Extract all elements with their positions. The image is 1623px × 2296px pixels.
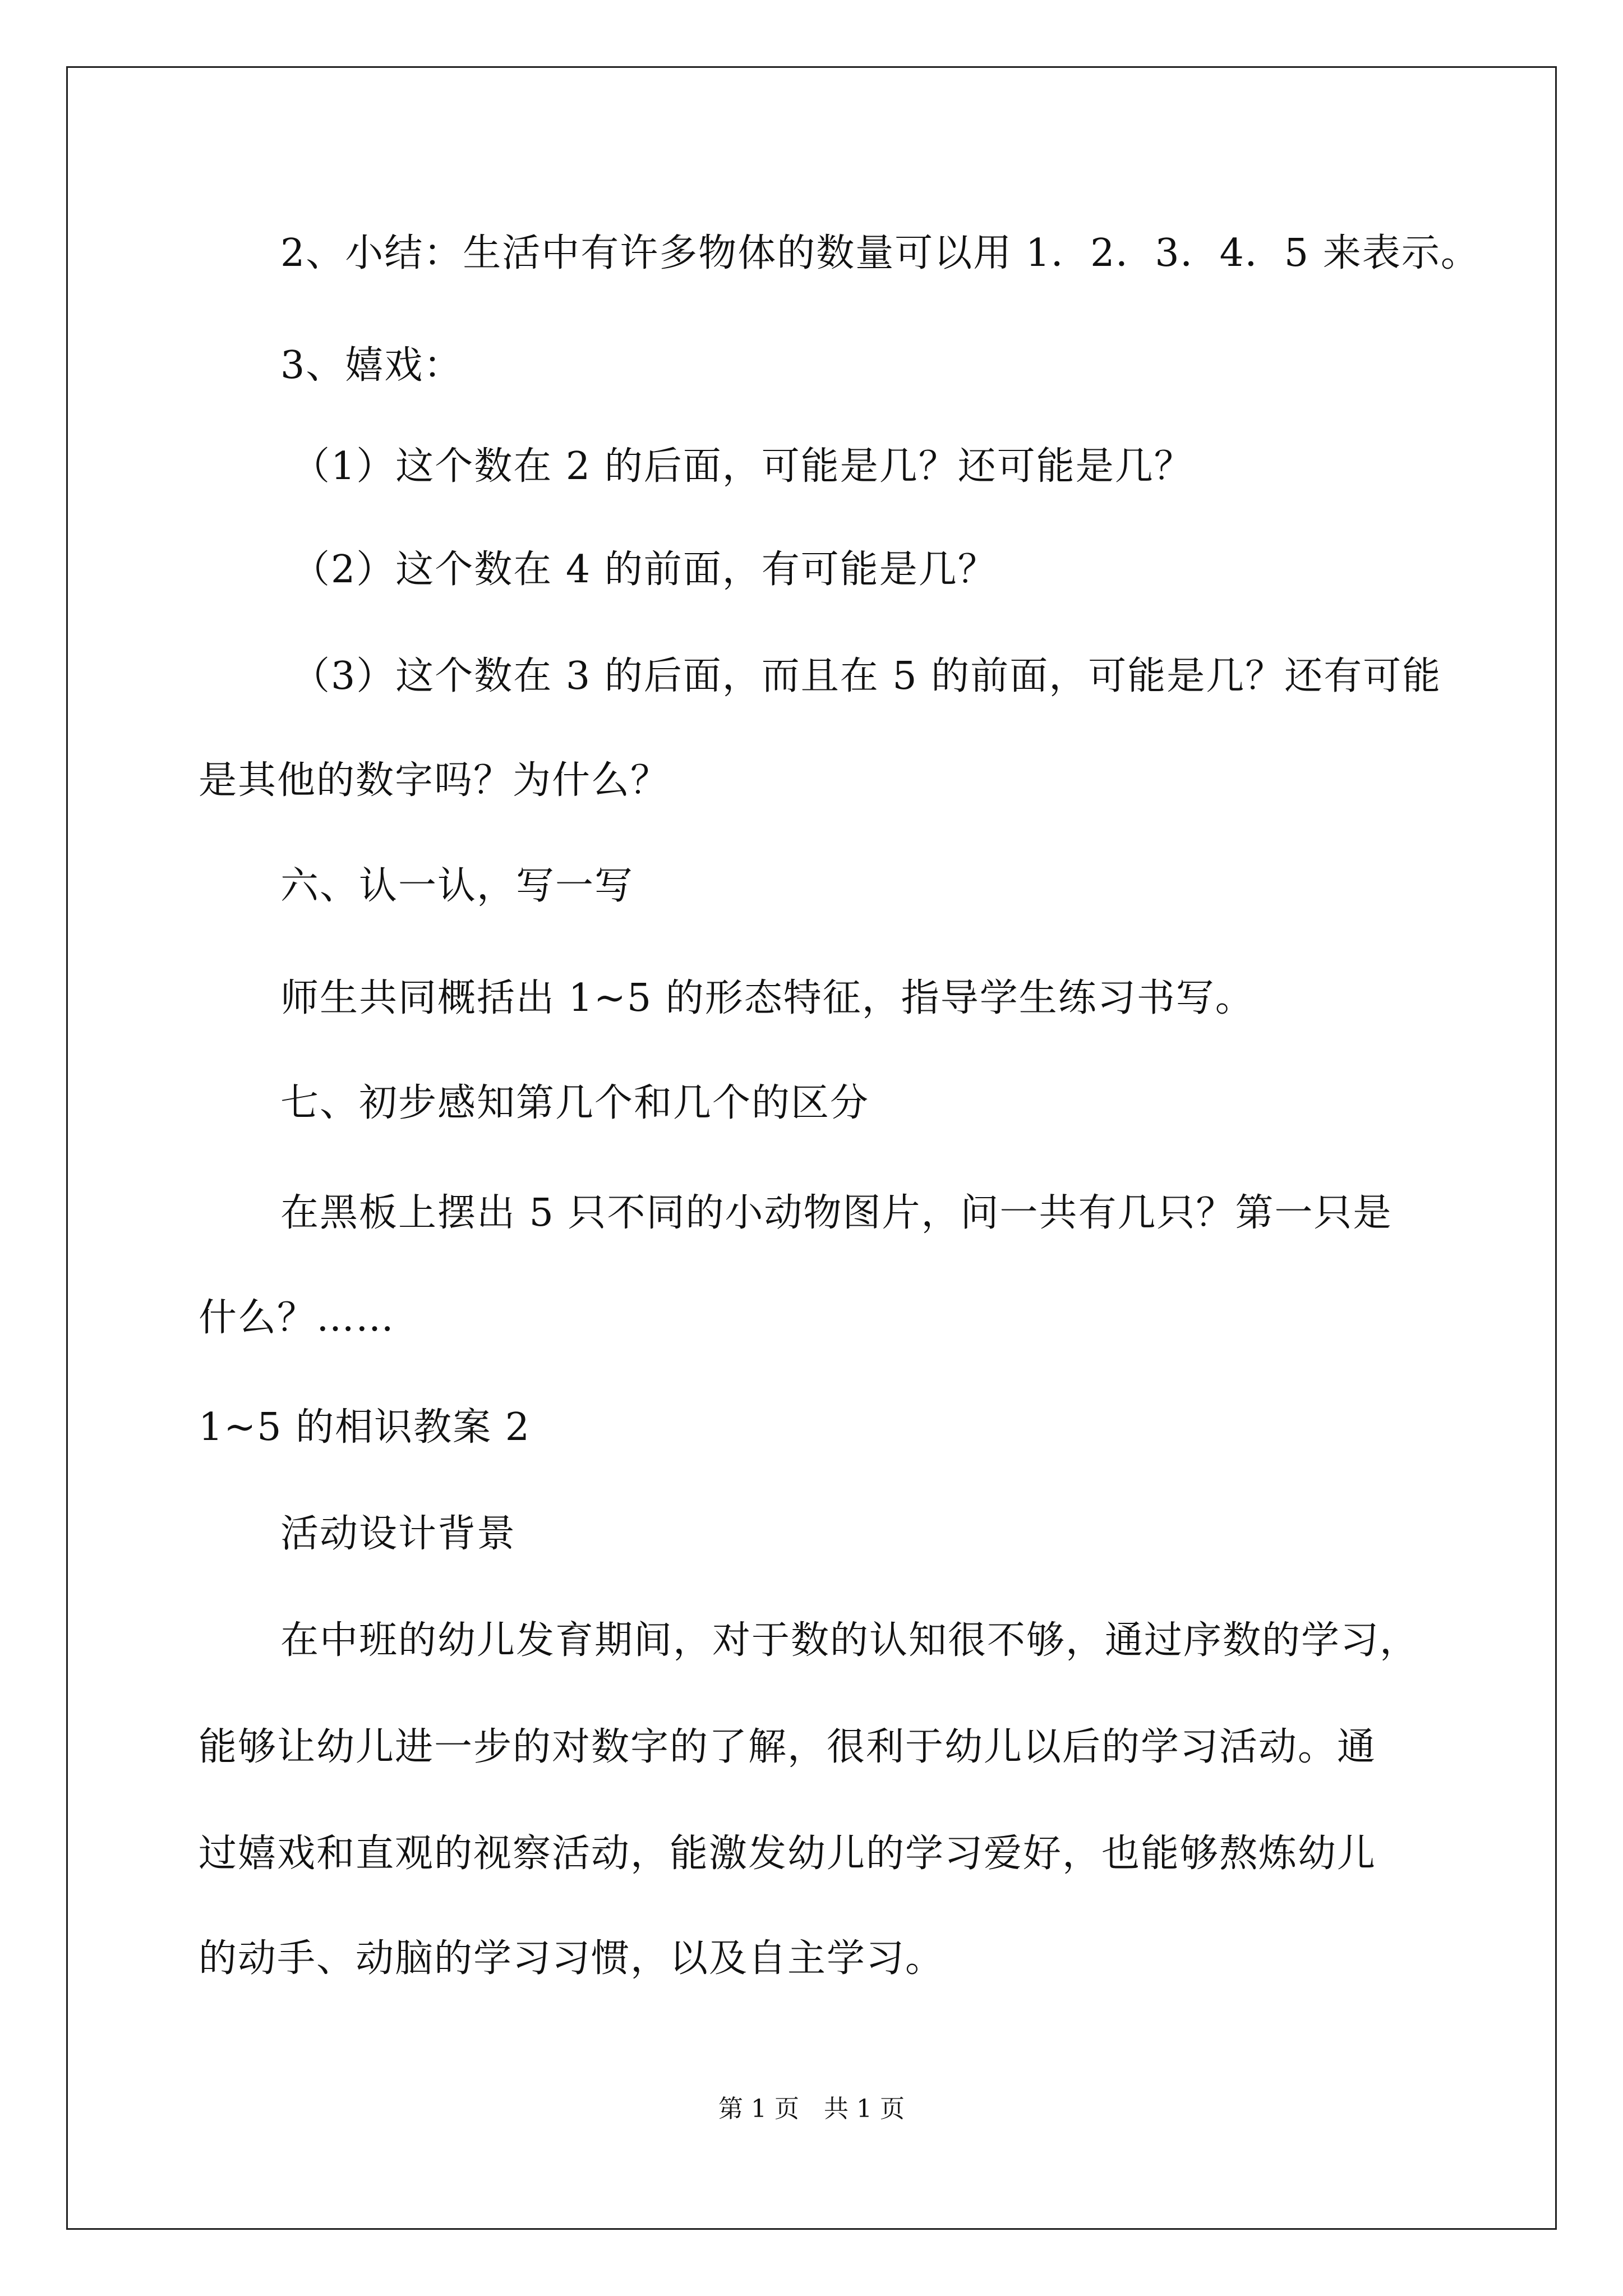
paragraph-background-line-1: 在中班的幼儿发育期间，对于数的认知很不够，通过序数的学习， <box>280 1618 1419 1663</box>
paragraph-background-line-3: 过嬉戏和直观的视察活动，能激发幼儿的学习爱好，也能够熬炼幼儿 <box>199 1832 1377 1876</box>
paragraph-summary: 2、小结：生活中有许多物体的数量可以用 1．2．3．4．5 来表示。 <box>280 231 1480 275</box>
section-heading-six: 六、认一认，写一写 <box>280 864 634 908</box>
page-border <box>66 66 1557 2230</box>
paragraph-question-3-line-1: （3）这个数在 3 的后面，而且在 5 的前面，可能是几？还有可能 <box>292 654 1442 698</box>
paragraph-background-line-2: 能够让幼儿进一步的对数字的了解，很利于幼儿以后的学习活动。通 <box>199 1725 1377 1769</box>
paragraph-writing-practice: 师生共同概括出 1~5 的形态特征，指导学生练习书写。 <box>280 976 1255 1020</box>
paragraph-game-heading: 3、嬉戏： <box>280 343 463 388</box>
paragraph-question-3-line-2: 是其他的数字吗？为什么？ <box>199 758 670 803</box>
lesson-plan-title: 1~5 的相识教案 2 <box>199 1405 531 1450</box>
section-heading-background: 活动设计背景 <box>280 1512 517 1556</box>
paragraph-question-2: （2）这个数在 4 的前面，有可能是几？ <box>292 547 997 592</box>
paragraph-blackboard-line-1: 在黑板上摆出 5 只不同的小动物图片，问一共有几只？第一只是 <box>280 1191 1393 1235</box>
paragraph-blackboard-line-2: 什么？…… <box>199 1296 395 1340</box>
section-heading-seven: 七、初步感知第几个和几个的区分 <box>280 1081 870 1125</box>
page-footer: 第 1 页 共 1 页 <box>718 2095 905 2123</box>
paragraph-question-1: （1）这个数在 2 的后面，可能是几？还可能是几？ <box>292 444 1193 489</box>
paragraph-background-line-4: 的动手、动脑的学习习惯，以及自主学习。 <box>199 1936 945 1981</box>
